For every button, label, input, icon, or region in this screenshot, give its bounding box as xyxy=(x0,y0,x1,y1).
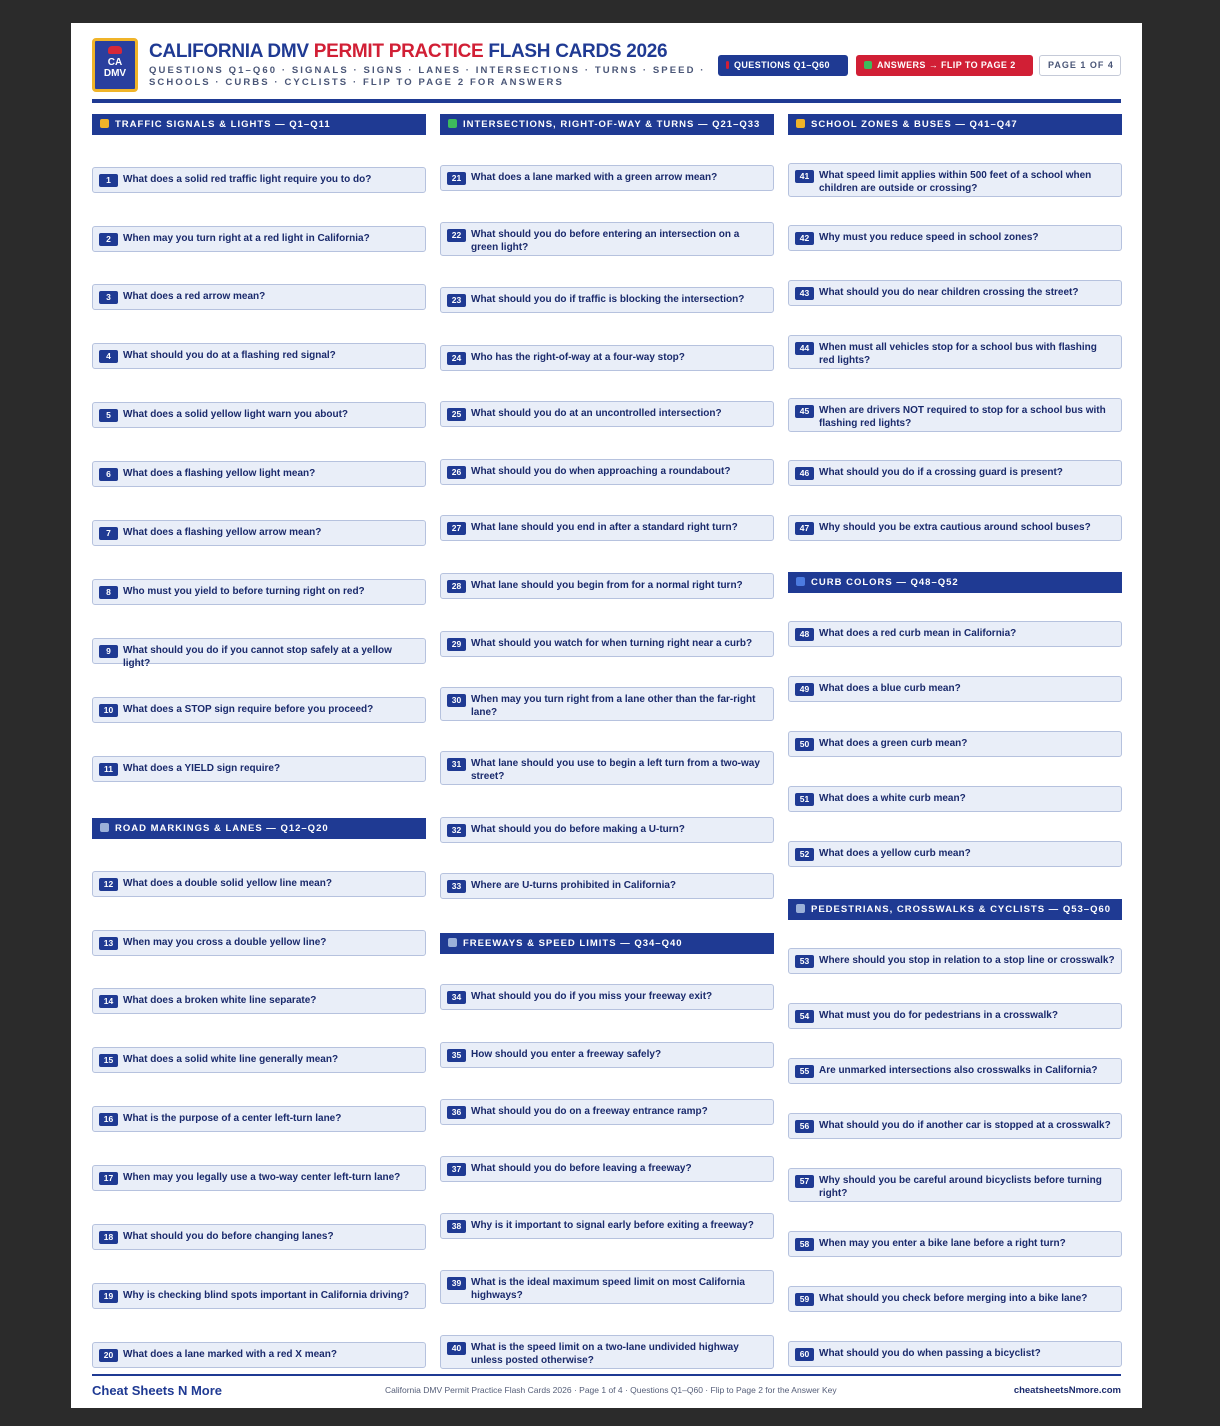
question-number-badge: 59 xyxy=(795,1293,814,1306)
question-number-badge: 51 xyxy=(795,793,814,806)
question-text: What should you do near children crossing the street? xyxy=(819,287,1079,298)
flashcard[interactable] xyxy=(92,1047,426,1073)
section-title: SCHOOL ZONES & BUSES — Q41–Q47 xyxy=(811,119,1018,130)
flashcard[interactable] xyxy=(440,222,774,256)
question-number-badge: 5 xyxy=(99,409,118,422)
flashcard[interactable] xyxy=(440,984,774,1010)
question-number-badge: 9 xyxy=(99,645,118,658)
flashcard[interactable] xyxy=(440,459,774,485)
flashcard[interactable] xyxy=(92,988,426,1014)
question-text: Why is it important to signal early before exiting a freeway? xyxy=(471,1220,754,1231)
flashcard[interactable] xyxy=(440,1156,774,1182)
question-number-badge: 13 xyxy=(99,937,118,950)
flashcard[interactable] xyxy=(788,1341,1122,1367)
flashcard[interactable] xyxy=(92,520,426,546)
question-text: What does a double solid yellow line mean? xyxy=(123,878,332,889)
question-text: When may you enter a bike lane before a right turn? xyxy=(819,1238,1066,1249)
question-text: What does a lane marked with a red X mean? xyxy=(123,1349,337,1360)
question-text: What does a flashing yellow arrow mean? xyxy=(123,527,322,538)
question-text: What must you do for pedestrians in a crosswalk? xyxy=(819,1010,1058,1021)
flashcard[interactable] xyxy=(788,948,1122,974)
flashcard[interactable] xyxy=(92,167,426,193)
flashcard[interactable] xyxy=(440,1270,774,1304)
question-text: Who must you yield to before turning right on red? xyxy=(123,586,365,597)
flashcard[interactable] xyxy=(92,1165,426,1191)
question-text: What should you do if another car is stopped at a crosswalk? xyxy=(819,1120,1111,1131)
flashcard[interactable] xyxy=(788,786,1122,812)
flashcard[interactable] xyxy=(788,676,1122,702)
question-text: What should you check before merging into a bike lane? xyxy=(819,1293,1088,1304)
flashcard[interactable] xyxy=(788,621,1122,647)
question-number-badge: 36 xyxy=(447,1106,466,1119)
flashcard[interactable] xyxy=(788,335,1122,369)
question-text: When are drivers NOT required to stop for a school bus with flashing red lights? xyxy=(819,405,1106,429)
flashcard[interactable] xyxy=(440,751,774,785)
footer-url[interactable]: cheatsheetsNmore.com xyxy=(1013,1385,1121,1396)
question-number-badge: 34 xyxy=(447,991,466,1004)
flashcard[interactable] xyxy=(440,1335,774,1369)
question-number-badge: 26 xyxy=(447,466,466,479)
flashcard[interactable] xyxy=(440,1099,774,1125)
question-number-badge: 24 xyxy=(447,352,466,365)
question-text: Why should you be careful around bicyclists before turning right? xyxy=(819,1175,1102,1199)
question-text: When may you turn right from a lane other than the far-right lane? xyxy=(471,694,756,718)
question-number-badge: 7 xyxy=(99,527,118,540)
question-number-badge: 32 xyxy=(447,824,466,837)
question-number-badge: 48 xyxy=(795,628,814,641)
question-number-badge: 47 xyxy=(795,522,814,535)
question-text: What should you do when passing a bicyclist? xyxy=(819,1348,1041,1359)
question-text: Where are U-turns prohibited in California? xyxy=(471,880,677,891)
green-light-icon xyxy=(448,119,457,128)
question-number-badge: 20 xyxy=(99,1349,118,1362)
question-number-badge: 21 xyxy=(447,172,466,185)
section-title: INTERSECTIONS, RIGHT-OF-WAY & TURNS — Q21–Q33 xyxy=(463,119,761,130)
flashcard[interactable] xyxy=(788,515,1122,541)
flashcard[interactable] xyxy=(788,1113,1122,1139)
question-number-badge: 12 xyxy=(99,878,118,891)
question-text: What should you do at a flashing red signal? xyxy=(123,350,336,361)
section-header xyxy=(788,572,1122,593)
question-number-badge: 49 xyxy=(795,683,814,696)
flashcard[interactable] xyxy=(788,731,1122,757)
question-text: When may you legally use a two-way center left-turn lane? xyxy=(123,1172,401,1183)
question-text: What should you do at an uncontrolled intersection? xyxy=(471,408,722,419)
question-number-badge: 27 xyxy=(447,522,466,535)
question-number-badge: 41 xyxy=(795,170,814,183)
section-title: FREEWAYS & SPEED LIMITS — Q34–Q40 xyxy=(463,938,683,949)
question-number-badge: 40 xyxy=(447,1342,466,1355)
question-number-badge: 2 xyxy=(99,233,118,246)
question-number-badge: 22 xyxy=(447,229,466,242)
question-number-badge: 16 xyxy=(99,1113,118,1126)
flashcard[interactable] xyxy=(788,1058,1122,1084)
question-text: What should you do if you cannot stop safely at a yellow light? xyxy=(123,645,392,669)
flashcard[interactable] xyxy=(440,165,774,191)
question-text: How should you enter a freeway safely? xyxy=(471,1049,662,1060)
question-text: What does a yellow curb mean? xyxy=(819,848,971,859)
flashcard[interactable] xyxy=(788,225,1122,251)
flashcard[interactable] xyxy=(440,817,774,843)
section-header xyxy=(440,114,774,135)
question-text: What is the speed limit on a two-lane undivided highway unless posted otherwise? xyxy=(471,1342,739,1366)
question-number-badge: 42 xyxy=(795,232,814,245)
flashcard[interactable] xyxy=(788,1231,1122,1257)
question-number-badge: 10 xyxy=(99,704,118,717)
question-text: Who has the right-of-way at a four-way stop? xyxy=(471,352,685,363)
flashcard[interactable] xyxy=(440,287,774,313)
flashcard[interactable] xyxy=(440,1213,774,1239)
section-title: ROAD MARKINGS & LANES — Q12–Q20 xyxy=(115,823,329,834)
question-text: What does a solid red traffic light require you to do? xyxy=(123,174,372,185)
question-number-badge: 17 xyxy=(99,1172,118,1185)
question-text: Why must you reduce speed in school zones? xyxy=(819,232,1039,243)
answers-badge: ANSWERS → FLIP TO PAGE 2 xyxy=(856,55,1033,76)
flashcard[interactable] xyxy=(440,515,774,541)
question-number-badge: 44 xyxy=(795,342,814,355)
flashcard[interactable] xyxy=(440,631,774,657)
flashcard[interactable] xyxy=(788,1168,1122,1202)
question-number-badge: 58 xyxy=(795,1238,814,1251)
flashcard[interactable] xyxy=(440,573,774,599)
question-number-badge: 37 xyxy=(447,1163,466,1176)
section-title: CURB COLORS — Q48–Q52 xyxy=(811,577,959,588)
question-text: What is the purpose of a center left-turn lane? xyxy=(123,1113,342,1124)
question-text: What does a red curb mean in California? xyxy=(819,628,1017,639)
question-number-badge: 6 xyxy=(99,468,118,481)
flashcard[interactable] xyxy=(92,579,426,605)
question-text: What should you do when approaching a roundabout? xyxy=(471,466,731,477)
question-text: What should you do before changing lanes? xyxy=(123,1231,334,1242)
question-text: What does a YIELD sign require? xyxy=(123,763,281,774)
flashcard[interactable] xyxy=(92,1106,426,1132)
question-number-badge: 54 xyxy=(795,1010,814,1023)
question-text: Are unmarked intersections also crosswalks in California? xyxy=(819,1065,1098,1076)
flashcard[interactable] xyxy=(92,871,426,897)
footer-divider xyxy=(92,1374,1121,1376)
question-text: Why should you be extra cautious around school buses? xyxy=(819,522,1091,533)
flashcard[interactable] xyxy=(92,461,426,487)
question-number-badge: 52 xyxy=(795,848,814,861)
flashcard[interactable] xyxy=(92,1283,426,1309)
flashcard[interactable] xyxy=(92,226,426,252)
question-text: What speed limit applies within 500 feet of a school when children are outside or crossing? xyxy=(819,170,1092,194)
question-text: What does a white curb mean? xyxy=(819,793,966,804)
flashcard[interactable] xyxy=(92,930,426,956)
section-header xyxy=(788,114,1122,135)
question-number-badge: 15 xyxy=(99,1054,118,1067)
question-number-badge: 57 xyxy=(795,1175,814,1188)
question-text: What does a green curb mean? xyxy=(819,738,968,749)
header-divider xyxy=(92,99,1121,103)
question-text: What should you watch for when turning right near a curb? xyxy=(471,638,753,649)
question-number-badge: 53 xyxy=(795,955,814,968)
question-number-badge: 43 xyxy=(795,287,814,300)
flashcard[interactable] xyxy=(788,841,1122,867)
question-number-badge: 50 xyxy=(795,738,814,751)
question-number-badge: 46 xyxy=(795,467,814,480)
checkmark-icon xyxy=(864,61,872,69)
flashcard[interactable] xyxy=(92,343,426,369)
footer-brand: Cheat Sheets N More xyxy=(92,1383,223,1398)
question-text: What should you do before making a U-turn? xyxy=(471,824,685,835)
question-text: What should you do before entering an intersection on a green light? xyxy=(471,229,740,253)
question-number-badge: 30 xyxy=(447,694,466,707)
flashcard-page xyxy=(71,23,1142,1408)
section-header xyxy=(92,818,426,839)
question-number-badge: 38 xyxy=(447,1220,466,1233)
road-icon xyxy=(100,823,109,832)
flashcard[interactable] xyxy=(788,1286,1122,1312)
question-text: What does a STOP sign require before you proceed? xyxy=(123,704,374,715)
page-subtitle: QUESTIONS Q1–Q60 · SIGNALS · SIGNS · LANES · INTERSECTIONS · TURNS · SPEED · SCHOOLS · CURBS · CYCLISTS · FLIP TO PAGE 2 FOR ANSWERS xyxy=(149,65,706,88)
flashcard[interactable] xyxy=(440,401,774,427)
question-text: Where should you stop in relation to a stop line or crosswalk? xyxy=(819,955,1115,966)
question-number-badge: 39 xyxy=(447,1277,466,1290)
flashcard[interactable] xyxy=(788,280,1122,306)
flashcard[interactable] xyxy=(788,163,1122,197)
question-text: When may you cross a double yellow line? xyxy=(123,937,327,948)
question-text: What lane should you use to begin a left turn from a two-way street? xyxy=(471,758,760,782)
car-icon xyxy=(448,938,457,947)
question-text: When may you turn right at a red light in California? xyxy=(123,233,370,244)
question-number-badge: 23 xyxy=(447,294,466,307)
parking-icon xyxy=(796,577,805,586)
question-number-badge: 19 xyxy=(99,1290,118,1303)
flashcard[interactable] xyxy=(788,1003,1122,1029)
question-text: What does a red arrow mean? xyxy=(123,291,266,302)
question-number-badge: 45 xyxy=(795,405,814,418)
question-number-badge: 18 xyxy=(99,1231,118,1244)
questions-badge: QUESTIONS Q1–Q60 xyxy=(718,55,848,76)
question-text: What should you do if a crossing guard is present? xyxy=(819,467,1063,478)
question-number-badge: 3 xyxy=(99,291,118,304)
section-title: PEDESTRIANS, CROSSWALKS & CYCLISTS — Q53–Q60 xyxy=(811,904,1112,915)
flashcard[interactable] xyxy=(92,697,426,723)
question-text: What does a broken white line separate? xyxy=(123,995,317,1006)
question-text: What lane should you begin from for a normal right turn? xyxy=(471,580,743,591)
flashcard[interactable] xyxy=(440,1042,774,1068)
question-text: What lane should you end in after a standard right turn? xyxy=(471,522,738,533)
pedestrian-icon xyxy=(796,904,805,913)
question-text: What should you do on a freeway entrance ramp? xyxy=(471,1106,708,1117)
question-number-badge: 1 xyxy=(99,174,118,187)
flashcard[interactable] xyxy=(788,460,1122,486)
page-title: CALIFORNIA DMV PERMIT PRACTICE FLASH CARDS 2026 xyxy=(149,41,668,62)
question-text: What does a flashing yellow light mean? xyxy=(123,468,316,479)
flashcard[interactable] xyxy=(92,284,426,310)
car-icon xyxy=(108,46,122,54)
flashcard[interactable] xyxy=(440,873,774,899)
flashcard[interactable] xyxy=(92,756,426,782)
question-text: What should you do before leaving a freeway? xyxy=(471,1163,692,1174)
ca-dmv-logo: CA DMV xyxy=(92,38,138,92)
flashcard[interactable] xyxy=(788,398,1122,432)
question-text: What does a lane marked with a green arrow mean? xyxy=(471,172,718,183)
question-number-badge: 11 xyxy=(99,763,118,776)
question-text: What does a solid white line generally mean? xyxy=(123,1054,339,1065)
flashcard[interactable] xyxy=(440,687,774,721)
question-number-badge: 35 xyxy=(447,1049,466,1062)
question-text: Why is checking blind spots important in California driving? xyxy=(123,1290,410,1301)
question-number-badge: 4 xyxy=(99,350,118,363)
question-text: What is the ideal maximum speed limit on most California highways? xyxy=(471,1277,745,1301)
traffic-light-icon xyxy=(100,119,109,128)
question-text: What does a solid yellow light warn you about? xyxy=(123,409,349,420)
section-header xyxy=(92,114,426,135)
question-number-badge: 55 xyxy=(795,1065,814,1078)
question-number-badge: 56 xyxy=(795,1120,814,1133)
section-header xyxy=(788,899,1122,920)
flashcard[interactable] xyxy=(92,1342,426,1368)
school-bus-icon xyxy=(796,119,805,128)
flashcard[interactable] xyxy=(440,345,774,371)
question-number-badge: 14 xyxy=(99,995,118,1008)
footer-caption: California DMV Permit Practice Flash Cards 2026 · Page 1 of 4 · Questions Q1–Q60 · Flip to Page 2 for the Answer Key xyxy=(385,1385,837,1395)
question-text: When must all vehicles stop for a school bus with flashing red lights? xyxy=(819,342,1097,366)
question-number-badge: 28 xyxy=(447,580,466,593)
question-number-badge: 33 xyxy=(447,880,466,893)
question-number-badge: 25 xyxy=(447,408,466,421)
question-number-badge: 31 xyxy=(447,758,466,771)
flashcard[interactable] xyxy=(92,638,426,669)
question-number-badge: 29 xyxy=(447,638,466,651)
page-indicator: PAGE 1 OF 4 xyxy=(1039,55,1121,76)
section-title: TRAFFIC SIGNALS & LIGHTS — Q1–Q11 xyxy=(115,119,331,130)
marker-icon xyxy=(726,61,729,69)
question-text: What should you do if traffic is blocking the intersection? xyxy=(471,294,745,305)
question-number-badge: 60 xyxy=(795,1348,814,1361)
flashcard[interactable] xyxy=(92,1224,426,1250)
question-text: What does a blue curb mean? xyxy=(819,683,961,694)
question-text: What should you do if you miss your freeway exit? xyxy=(471,991,713,1002)
section-header xyxy=(440,933,774,954)
question-number-badge: 8 xyxy=(99,586,118,599)
flashcard[interactable] xyxy=(92,402,426,428)
